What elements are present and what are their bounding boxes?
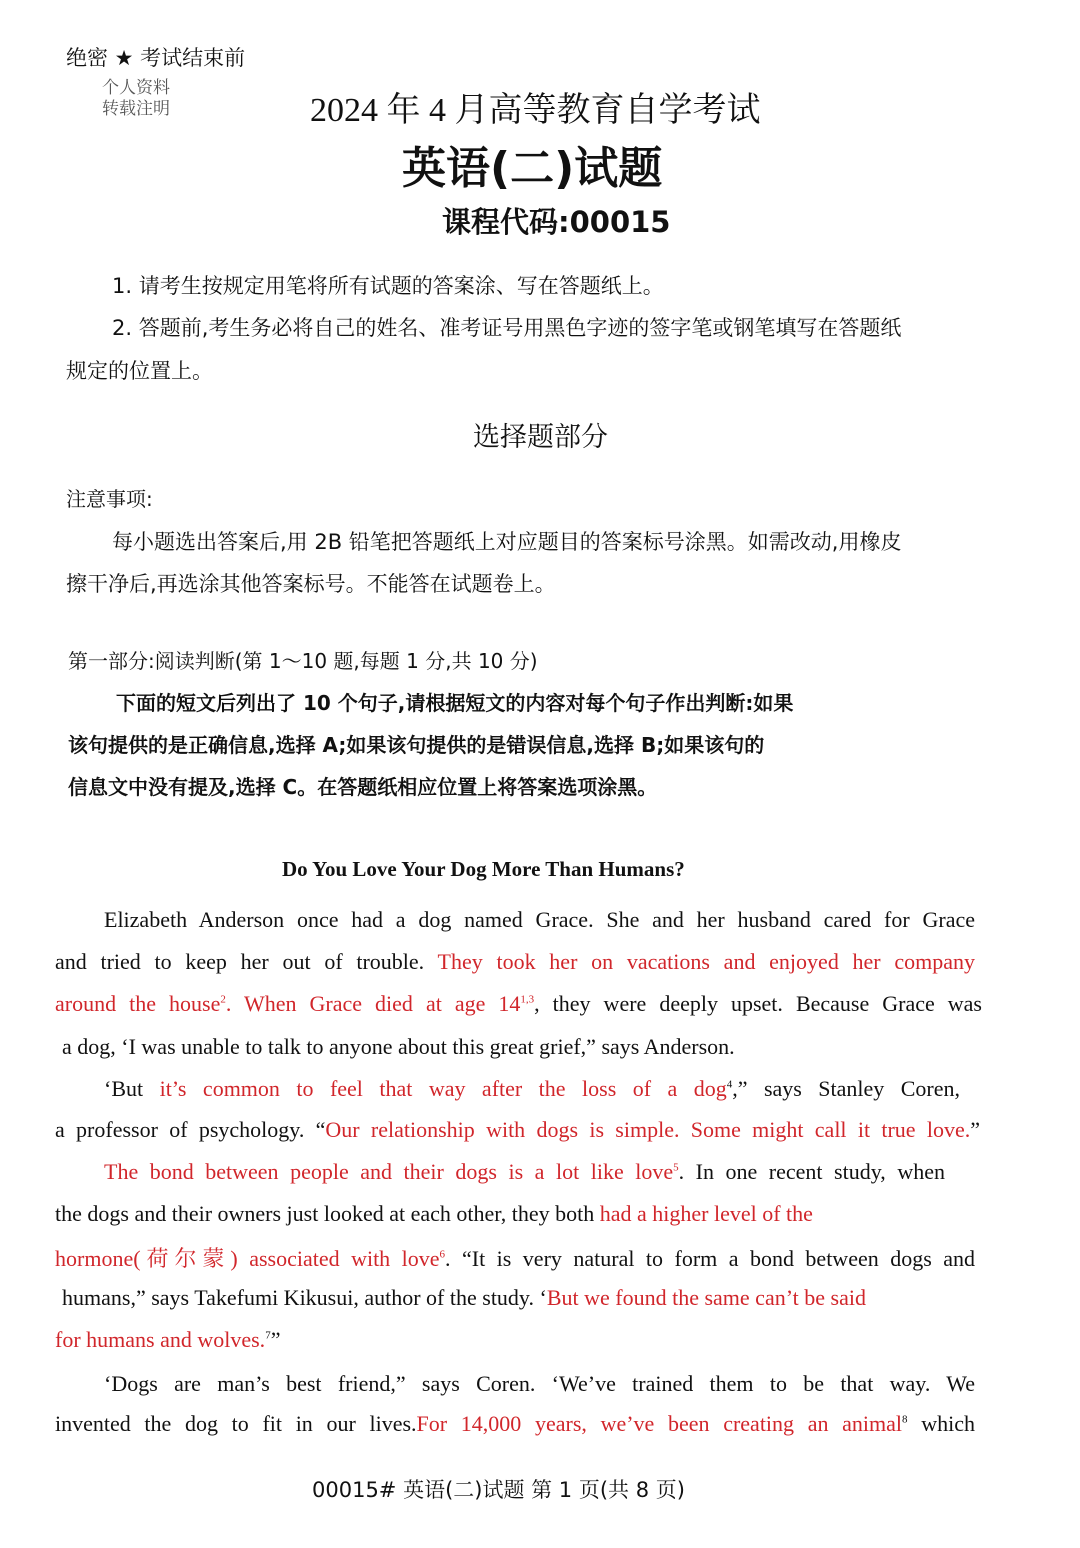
- passage-text: a professor of psychology. “: [55, 1117, 326, 1142]
- part1-desc: 信息文中没有提及,选择 C。在答题纸相应位置上将答案选项涂黑。: [68, 775, 658, 799]
- passage-text: . “It is very natural to form a bond between dogs and: [445, 1246, 975, 1271]
- passage-text: ,” says Stanley Coren,: [732, 1076, 960, 1101]
- subject-title: 英语(二)试题: [402, 143, 663, 194]
- passage-line: [55, 1242, 975, 1272]
- passage-text: Elizabeth Anderson once had a dog named Grace. She and her husband cared for Grace: [104, 907, 975, 932]
- highlighted-text: had a higher level of the: [599, 1201, 813, 1226]
- instruction-2-cont: 规定的位置上。: [66, 359, 213, 383]
- highlighted-text: Our relationship with dogs is simple. Some might call it true love.: [325, 1117, 971, 1142]
- footnote-marker: 5: [673, 1161, 679, 1174]
- highlighted-text: But we found the same can’t be said: [546, 1285, 866, 1310]
- passage-line: [62, 1034, 982, 1060]
- passage-line: [55, 1117, 980, 1147]
- highlighted-text: For 14,000 years, we’ve been creating an animal: [416, 1411, 903, 1436]
- watermark-line: 个人资料: [102, 78, 170, 98]
- passage-text: and tried to keep her out of trouble.: [55, 949, 438, 974]
- passage-text: a dog, ‘I was unable to talk to anyone about this great grief,” says Anderson.: [62, 1034, 735, 1059]
- passage-text: the dogs and their owners just looked at each other, they both: [55, 1201, 600, 1226]
- highlighted-text: They took her on vacations and enjoyed her company: [437, 949, 976, 974]
- highlighted-text: around the house: [55, 991, 221, 1016]
- passage-text: ”: [270, 1327, 281, 1352]
- notes-line: 擦干净后,再选涂其他答案标号。不能答在试题卷上。: [66, 572, 556, 596]
- passage-text: which: [907, 1411, 975, 1436]
- passage-text: humans,” says Takefumi Kikusui, author of the study. ‘: [62, 1285, 547, 1310]
- passage-line: [104, 1076, 960, 1106]
- passage-line: [104, 907, 975, 937]
- passage-line: [55, 991, 982, 1021]
- passage-text: ‘Dogs are man’s best friend,” says Coren. ‘We’ve trained them to be that way. We: [104, 1371, 975, 1396]
- page-footer: 00015# 英语(二)试题 第 1 页(共 8 页): [312, 1478, 685, 1502]
- passage-line: [55, 1201, 975, 1227]
- highlighted-text: hormone(荷尔蒙) associated with love: [55, 1246, 440, 1271]
- passage-line: [104, 1159, 945, 1189]
- passage-text: . In one recent study, when: [678, 1159, 945, 1184]
- footnote-marker: 6: [439, 1248, 446, 1261]
- footnote-marker: 8: [902, 1413, 908, 1426]
- watermark-note: [102, 78, 170, 120]
- passage-line: [55, 1327, 975, 1353]
- watermark-line: 转载注明: [102, 99, 170, 119]
- highlighted-text: The bond between people and their dogs is a lot like love: [104, 1159, 674, 1184]
- confidential-label: 绝密 ★ 考试结束前: [66, 46, 246, 70]
- instruction-1: 1. 请考生按规定用笔将所有试题的答案涂、写在答题纸上。: [112, 274, 664, 298]
- footnote-marker: 1,3: [520, 993, 535, 1006]
- part1-heading: 第一部分:阅读判断(第 1～10 题,每题 1 分,共 10 分): [68, 649, 538, 673]
- instruction-2: 2. 答题前,考生务必将自己的姓名、准考证号用黑色字迹的签字笔或钢笔填写在答题纸: [112, 316, 902, 340]
- footnote-marker: 7: [265, 1329, 271, 1342]
- passage-line: [55, 1411, 975, 1441]
- highlighted-text: for humans and wolves.: [55, 1327, 266, 1352]
- part1-desc: 该句提供的是正确信息,选择 A;如果该句提供的是错误信息,选择 B;如果该句的: [68, 733, 765, 757]
- course-code: 课程代码:00015: [442, 205, 671, 239]
- footnote-marker: 4: [726, 1078, 733, 1091]
- part1-desc: 下面的短文后列出了 10 个句子,请根据短文的内容对每个句子作出判断:如果: [116, 691, 794, 715]
- highlighted-text: it’s common to feel that way after the loss of a dog: [159, 1076, 727, 1101]
- passage-text: , they were deeply upset. Because Grace was: [534, 991, 982, 1016]
- exam-title: 2024 年 4 月高等教育自学考试: [310, 92, 761, 129]
- passage-line: [62, 1285, 982, 1311]
- passage-title: Do You Love Your Dog More Than Humans?: [282, 857, 685, 881]
- passage-text: ”: [970, 1117, 980, 1142]
- notes-label: 注意事项:: [66, 487, 153, 511]
- passage-text: ‘But: [104, 1076, 160, 1101]
- section-title: 选择题部分: [473, 422, 608, 453]
- passage-text: invented the dog to fit in our lives.: [55, 1411, 417, 1436]
- notes-line: 每小题选出答案后,用 2B 铅笔把答题纸上对应题目的答案标号涂黑。如需改动,用橡皮: [112, 530, 902, 554]
- passage-line: [55, 949, 975, 979]
- highlighted-text: . When Grace died at age 14: [225, 991, 521, 1016]
- footnote-marker: 2: [220, 993, 226, 1006]
- passage-line: [104, 1371, 975, 1401]
